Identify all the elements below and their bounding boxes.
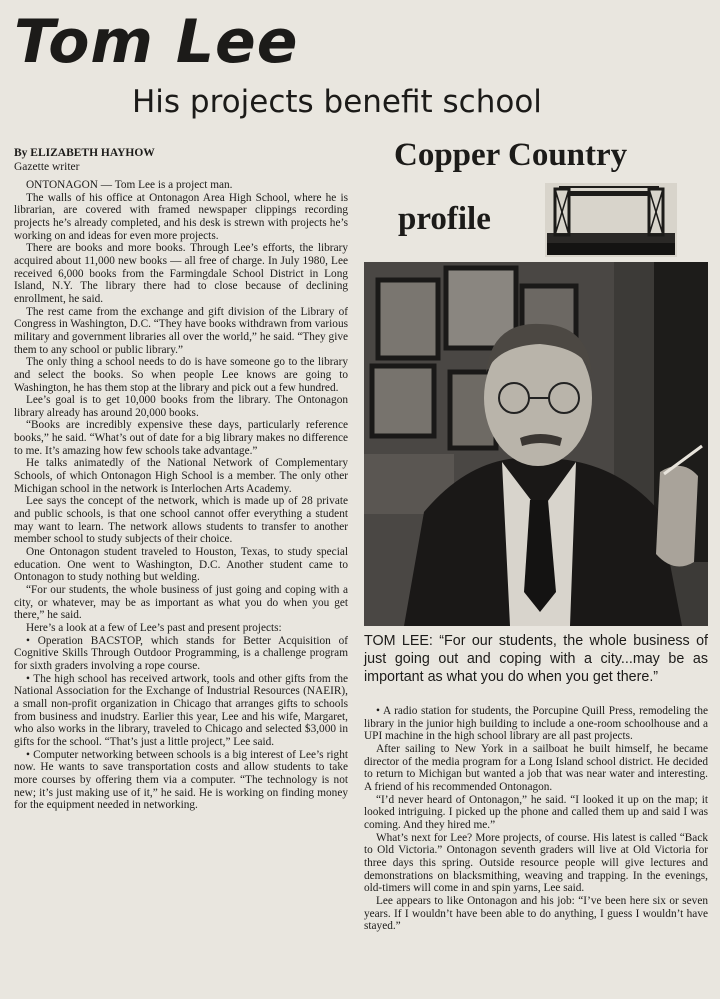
article-column-right: [364, 705, 708, 993]
headline: Tom Lee: [14, 7, 299, 77]
photo-caption: TOM LEE: “For our students, the whole business of just going out and coping with a city...may be as important as what you do when you get there.”: [364, 633, 708, 685]
paragraph: He talks animatedly of the National Network of Complementary Schools, of which Ontonagon High School is a member. The only other Michigan school in the network is Interlochen Arts Academy.: [14, 457, 348, 495]
paragraph: The walls of his office at Ontonagon Area High School, where he is librarian, are covered with framed newspaper clippings recording projects he’s already completed, and his desk is strewn with projects he’s working on and ideas for even more projects.: [14, 191, 348, 242]
paragraph: One Ontonagon student traveled to Houston, Texas, to study special education. One went to Washington, D.C. Another student came to Ontonagon to study nothing but welding.: [14, 546, 348, 584]
paragraph: Here’s a look at a few of Lee’s past and present projects:: [26, 621, 282, 634]
lift-bridge-icon: [545, 183, 677, 257]
paragraph: Lee appears to like Ontonagon and his job: “I’ve been here six or seven years. If I wouldn’t have been able to do anything, I guess I wouldn’t have stayed.”: [364, 894, 708, 933]
paragraph: What’s next for Lee? More projects, of course. His latest is called “Back to Old Victoria.” Ontonagon seventh graders will live at Old Victoria for three days this spring. Outside resource people will give lectures and demonstrations on blacksmithing, weaving and trapping. In the evenings, old-timers will come in and spin yarns, Lee said.: [364, 831, 708, 895]
section-subtitle: profile: [398, 201, 491, 237]
paragraph: “For our students, the whole business of just going and coping with a city, or whatever, may be as important as what you do when you get there,” he said.: [14, 584, 348, 622]
article-column-left: [14, 179, 348, 991]
paragraph: • Operation BACSTOP, which stands for Better Acquisition of Cognitive Skills Through Outdoor Programming, is a challenge program for sixth graders involving a rope course.: [14, 634, 348, 672]
section-title: Copper Country: [394, 137, 628, 173]
subheadline: His projects benefit school: [132, 84, 542, 120]
byline-author: By ELIZABETH HAYHOW: [14, 147, 155, 159]
paragraph: “Books are incredibly expensive these days, particularly reference books,” he said. “What’s out of date for a big library makes no difference to me. It’s amazing how few schools take advantage.”: [14, 419, 348, 457]
paragraph: • A radio station for students, the Porcupine Quill Press, remodeling the library in the junior high building to include a one-room schoolhouse and a UPI machine in the high school library are all past projects.: [364, 705, 708, 743]
byline: [14, 146, 155, 174]
paragraph: After sailing to New York in a sailboat he built himself, he became director of the media program for a Long Island school district. He decided to return to Michigan but wanted a job that was near water and interesting. A friend of his recommended Ontonagon.: [364, 742, 708, 793]
paragraph: There are books and more books. Through Lee’s efforts, the library acquired about 11,000 new books — all free of charge. In July 1980, Lee received 6,000 books from the Farmingdale School District in Long Island, N.Y. The library there had to close because of declining enrollment, he said.: [14, 242, 348, 305]
paragraph: Lee’s goal is to get 10,000 books from the library. The Ontonagon library already has around 20,000 books.: [14, 394, 348, 419]
paragraph: The only thing a school needs to do is have someone go to the library and select the books. So when people Lee knows are going to Washington, he has them stop at the library and pick out a few hundred.: [14, 356, 348, 394]
paragraph: Lee says the concept of the network, which is made up of 28 private and public schools, is that one school cannot offer everything a student may want to learn. The network allows students to transfer to another member school to study subjects of their choice.: [14, 495, 348, 546]
paragraph: ONTONAGON — Tom Lee is a project man.: [26, 179, 233, 191]
byline-role: Gazette writer: [14, 161, 80, 173]
portrait-photo: [364, 262, 708, 626]
paragraph: The rest came from the exchange and gift division of the Library of Congress in Washington, D.C. “They have books withdrawn from various military and government libraries all over the world,” he said. “They give them to any school or public library.”: [14, 305, 348, 356]
paragraph: “I’d never heard of Ontonagon,” he said. “I looked it up on the map; it looked intriguing. I picked up the phone and called them up and said I was coming. And they hired me.”: [364, 793, 708, 831]
paragraph: • Computer networking between schools is a big interest of Lee’s right now. He wants to save transportation costs and allow students to take more courses by offering them via a computer. “The technology is not new; it’s just making use of it,” he said. He is working on finding money for the equipment needed in networking.: [14, 748, 348, 812]
paragraph: • The high school has received artwork, tools and other gifts from the National Association for the Exchange of Industrial Resources (NAEIR), a small non-profit organization in Chicago that arranges gifts to schools from business and inudstry. Earlier this year, Lee and his wife, Margaret, who also works in the library, traveled to Chicago and selected $3,000 in gifts for the school. “That’s just a little project,” Lee said.: [14, 672, 348, 748]
